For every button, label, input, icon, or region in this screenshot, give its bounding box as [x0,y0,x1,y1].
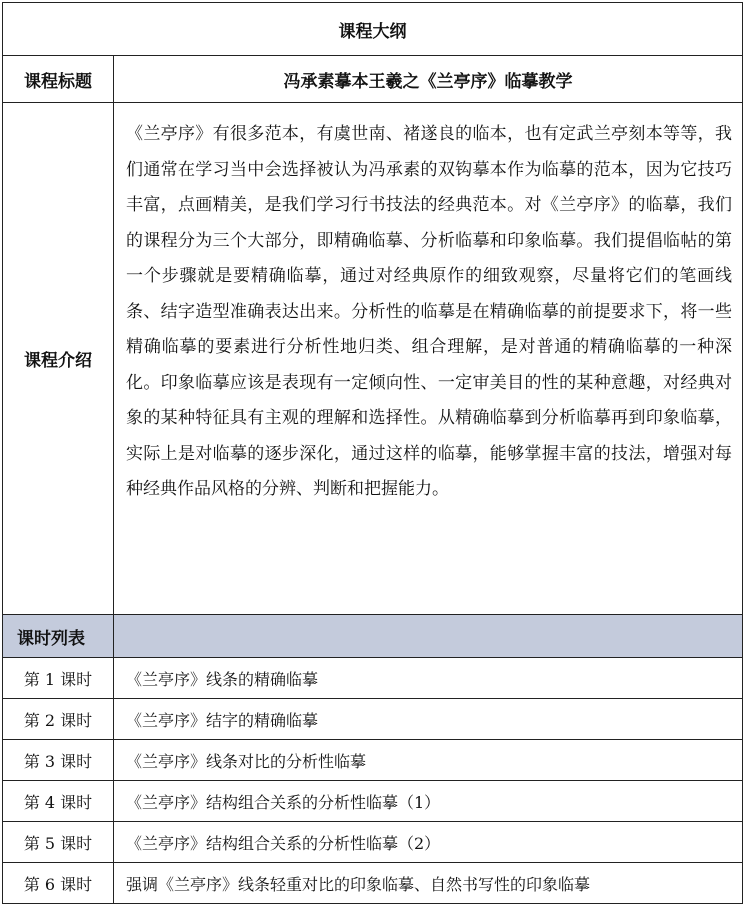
title-row [3,3,743,56]
course-intro-text: 《兰亭序》有很多范本，有虞世南、褚遂良的临本，也有定武兰亭刻本等等，我们通常在学习当中会选择被认为冯承素的双钩摹本作为临摹的范本，因为它技巧丰富，点画精美，是我们学习行书技法的经典范本。对《兰亭序》的临摹，我们的课程分为三个大部分，即精确临摹、分析临摹和印象临摹。我们提倡临帖的第一个步骤就是要精确临摹，通过对经典原作的细致观察，尽量将它们的笔画线条、结字造型准确表达出来。分析性的临摹是在精确临摹的前提要求下，将一些精确临摹的要素进行分析性地归类、组合理解，是对普通的精确临摹的一种深化。印象临摹应该是表现有一定倾向性、一定审美目的性的某种意趣，对经典对象的某种特征具有主观的理解和选择性。从精确临摹到分析临摹再到印象临摹，实际上是对临摹的逐步深化，通过这样的临摹，能够掌握丰富的技法，增强对每种经典作品风格的分辨、判断和把握能力。 [114,103,743,615]
lesson-row [3,740,743,781]
course-intro-label: 课程介绍 [3,103,114,615]
lesson-row [3,822,743,863]
lesson-number: 第 2 课时 [3,699,114,740]
lesson-number: 第 3 课时 [3,740,114,781]
schedule-label: 课时列表 [3,615,114,658]
lesson-name: 《兰亭序》结字的精确临摹 [114,699,743,740]
lesson-row [3,781,743,822]
lesson-number: 第 6 课时 [3,863,114,904]
course-title-label: 课程标题 [3,56,114,103]
course-outline-table [2,2,743,904]
lesson-number: 第 5 课时 [3,822,114,863]
lesson-name: 强调《兰亭序》线条轻重对比的印象临摹、自然书写性的印象临摹 [114,863,743,904]
course-title-row [3,56,743,103]
lesson-name: 《兰亭序》线条的精确临摹 [114,658,743,699]
lesson-name: 《兰亭序》结构组合关系的分析性临摹（1） [114,781,743,822]
course-intro-row [3,103,743,615]
outline-title: 课程大纲 [3,3,743,56]
lesson-name: 《兰亭序》结构组合关系的分析性临摹（2） [114,822,743,863]
lesson-name: 《兰亭序》线条对比的分析性临摹 [114,740,743,781]
lesson-row [3,699,743,740]
lesson-row [3,863,743,904]
lesson-number: 第 1 课时 [3,658,114,699]
schedule-header-empty [114,615,743,658]
lesson-number: 第 4 课时 [3,781,114,822]
lesson-row [3,658,743,699]
course-title-value: 冯承素摹本王羲之《兰亭序》临摹教学 [114,56,743,103]
schedule-header-row [3,615,743,658]
